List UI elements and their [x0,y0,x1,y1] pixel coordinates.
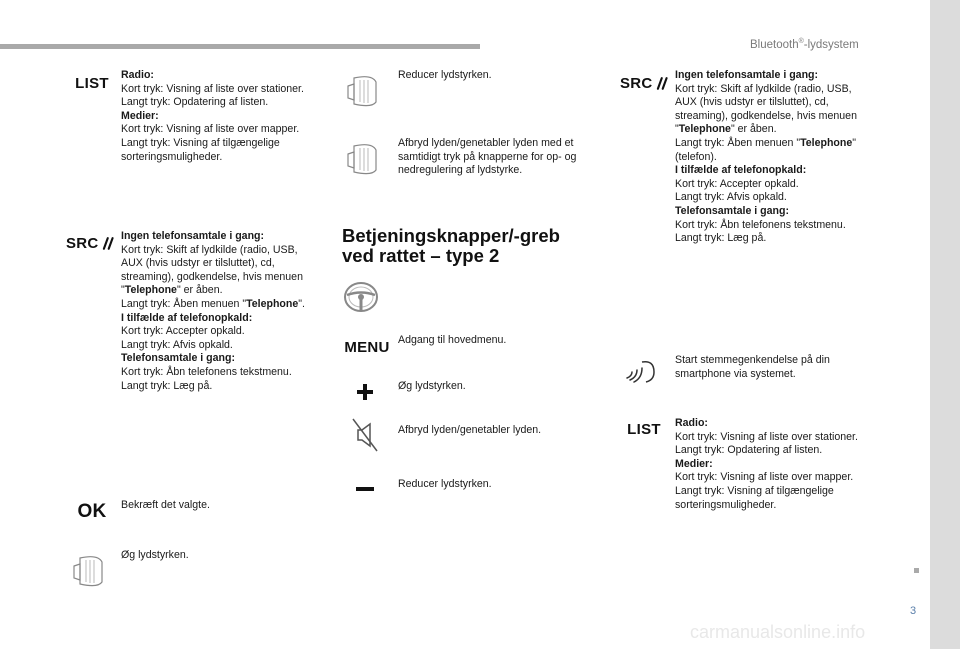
left-list-description: Radio: Kort tryk: Visning af liste over stationer. Langt tryk: Opdatering af listen. Medier: Kort tryk: Visning af liste over mapper. Langt tryk: Visning af tilgængelige sorteringsmuligheder. [121,69,304,163]
voice-description: Start stemmegenkendelse på din smartphone via systemet. [675,354,830,380]
watermark: carmanualsonline.info [690,622,866,642]
thumbwheel-mute-icon [344,140,386,178]
vol-down-description: Reducer lydstyrken. [398,69,492,81]
list-button-icon: LIST [75,74,109,92]
steering-wheel-icon [342,280,380,314]
minus-description: Reducer lydstyrken. [398,478,492,490]
right-src-description: Ingen telefonsamtale i gang: Kort tryk: Skift af lydkilde (radio, USB, AUX (hvis udstyr er tilsluttet), cd, streaming), godkendelse, hvis menuen "Telephone" er åben. Langt tryk: Åben menuen "Telephone" (telefon). I tilfælde af telefonopkald: Kort tryk: Accepter opkald. Langt tryk: Afvis opkald. Telefonsamtale i gang: Kort tryk: Åbn telefonens tekstmenu. Langt tryk: Læg på. [675,69,857,245]
voice-recognition-icon [624,358,660,390]
src-phone-icon: SRC [66,232,116,254]
right-phone-handset-icon [655,75,670,91]
mute-speaker-icon [350,416,380,454]
phone-handset-icon [101,235,116,251]
vol-up-description: Øg lydstyrken. [121,549,189,561]
right-list-description: Radio: Kort tryk: Visning af liste over stationer. Langt tryk: Opdatering af listen. Medier: Kort tryk: Visning af liste over mapper. Langt tryk: Visning af tilgængelige sorteringsmuligheder. [675,417,858,511]
section-title: Betjeningsknapper/-greb ved rattet – type 2 [342,225,560,266]
right-list-button-icon: LIST [627,420,661,438]
plus-description: Øg lydstyrken. [398,380,466,392]
thumbwheel-down-icon [344,72,386,110]
page-number: 3 [910,605,917,617]
ok-button-icon: OK [77,501,107,522]
mute2-description: Afbryd lyden/genetabler lyden. [398,424,542,436]
section-marker [914,568,919,573]
mute-description: Afbryd lyden/genetabler lyden med et samtidigt tryk på knapperne for op- og nedregulering af lydstyrke. [398,137,577,177]
right-src-phone-icon: SRC [620,72,670,94]
header-rule [0,44,480,49]
page-header-title: Bluetooth®-lydsystem [750,38,859,51]
menu-description: Adgang til hovedmenu. [398,334,507,346]
left-src-description: Ingen telefonsamtale i gang: Kort tryk: Skift af lydkilde (radio, USB, AUX (hvis udstyr er tilsluttet), cd, streaming), godkendelse, hvis menuen "Telephone" er åben. Langt tryk: Åben menuen "Telephone". I tilfælde af telefonopkald: Kort tryk: Accepter opkald. Langt tryk: Afvis opkald. Telefonsamtale i gang: Kort tryk: Åbn telefonens tekstmenu. Langt tryk: Læg på. [121,230,305,392]
ok-description: Bekræft det valgte. [121,499,210,511]
menu-button-icon: MENU [344,338,390,356]
minus-icon [354,484,376,494]
plus-icon [354,381,376,403]
page-edge-bar [930,0,960,649]
thumbwheel-up-icon [70,552,112,590]
